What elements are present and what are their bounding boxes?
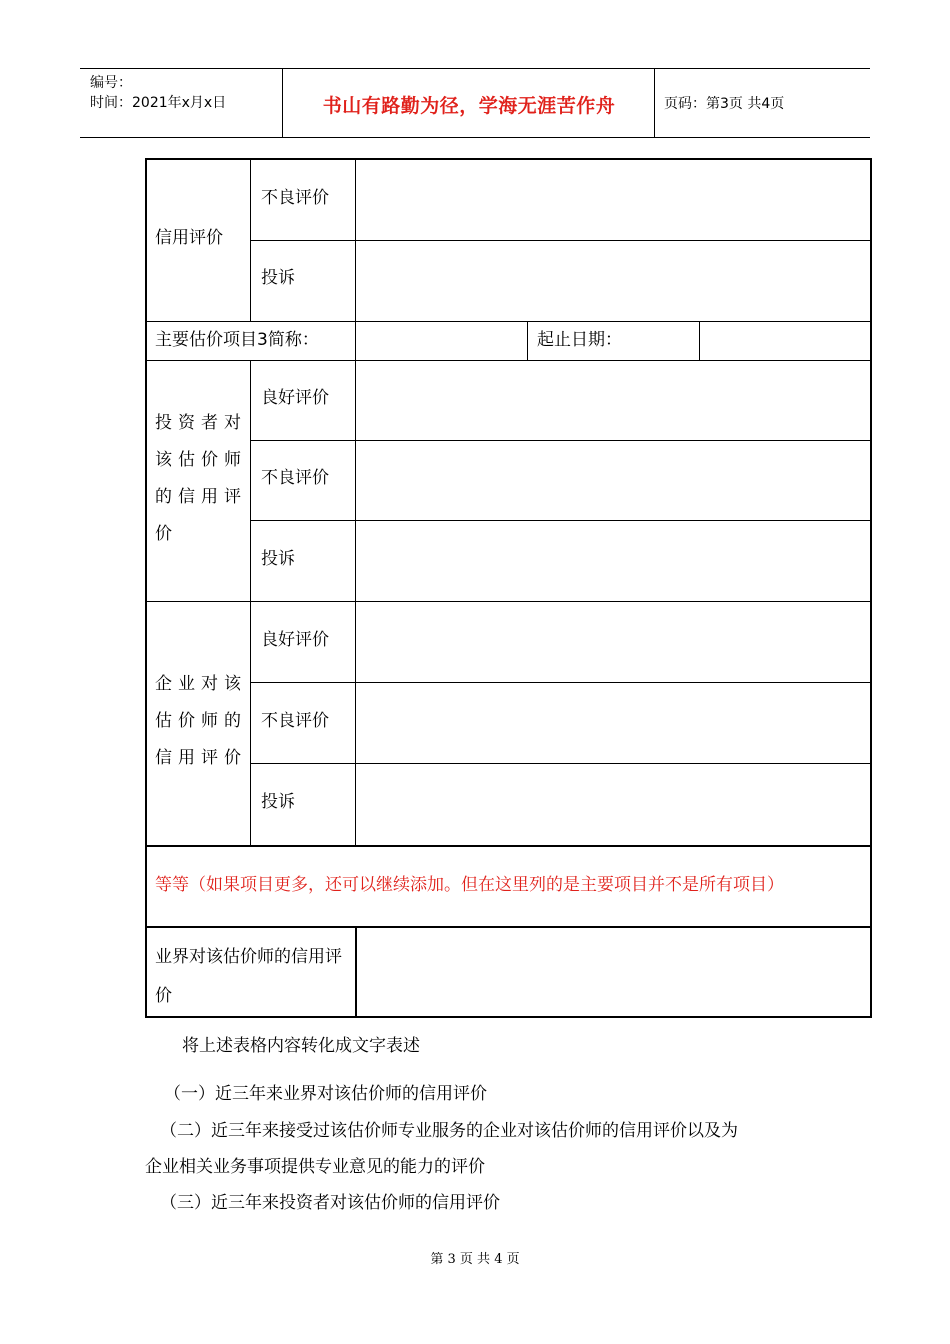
- section-label-enterprise: 企业对该估价师的信用评价: [155, 674, 247, 768]
- page-header: [80, 68, 870, 138]
- row-label-complaint: 投诉: [261, 549, 295, 569]
- project3-name-label: 主要估价项目3简称：: [155, 330, 319, 350]
- item-2-line-2: 企业相关业务事项提供专业意见的能力的评价: [145, 1157, 485, 1177]
- row-line: [251, 440, 872, 441]
- header-motto: 书山有路勤为径，学海无涯苦作舟: [322, 95, 616, 117]
- header-meta: [90, 73, 226, 113]
- date-label: 时间：2021年x月x日: [90, 95, 227, 111]
- row-line: [251, 763, 872, 764]
- row-line: [147, 601, 872, 602]
- header-page-label: 页码：第3页 共4页: [664, 96, 785, 112]
- row-label-complaint: 投诉: [261, 268, 295, 288]
- col-line: [527, 321, 528, 360]
- row-label-good: 良好评价: [261, 388, 329, 408]
- col-line: [250, 160, 251, 321]
- row-label-bad: 不良评价: [261, 468, 329, 488]
- item-3: （三）近三年来投资者对该估价师的信用评价: [160, 1193, 500, 1213]
- section-label-industry: 业界对该估价师的信用评价: [155, 947, 342, 1006]
- row-line: [251, 682, 872, 683]
- section-label-credit: 信用评价: [155, 228, 223, 248]
- col-line: [355, 926, 357, 1018]
- row-label-bad: 不良评价: [261, 188, 329, 208]
- row-label-bad: 不良评价: [261, 711, 329, 731]
- col-line: [355, 360, 356, 845]
- item-2-line-1: （二）近三年来接受过该估价师专业服务的企业对该估价师的信用评价以及为: [160, 1121, 738, 1141]
- serial-label: 编号：: [90, 75, 132, 91]
- note-text: 等等（如果项目更多，还可以继续添加。但在这里列的是主要项目并不是所有项目）: [155, 875, 784, 895]
- row-label-good: 良好评价: [261, 630, 329, 650]
- row-line: [251, 240, 872, 241]
- col-line: [355, 160, 356, 321]
- col-line: [250, 360, 251, 845]
- row-label-complaint: 投诉: [261, 792, 295, 812]
- section-label-investor: 投资者对该估价师的信用评价: [155, 413, 247, 544]
- item-1: （一）近三年来业界对该估价师的信用评价: [164, 1084, 487, 1104]
- row-line: [147, 926, 872, 928]
- row-line: [147, 845, 872, 847]
- credit-evaluation-table: [145, 158, 872, 1018]
- col-line: [699, 321, 700, 360]
- project3-date-label: 起止日期：: [537, 330, 622, 350]
- col-line: [355, 321, 356, 360]
- intro-text: 将上述表格内容转化成文字表述: [182, 1036, 420, 1056]
- page-footer: 第 3 页 共 4 页: [430, 1252, 520, 1267]
- row-line: [147, 321, 872, 322]
- row-line: [251, 520, 872, 521]
- row-line: [147, 360, 872, 361]
